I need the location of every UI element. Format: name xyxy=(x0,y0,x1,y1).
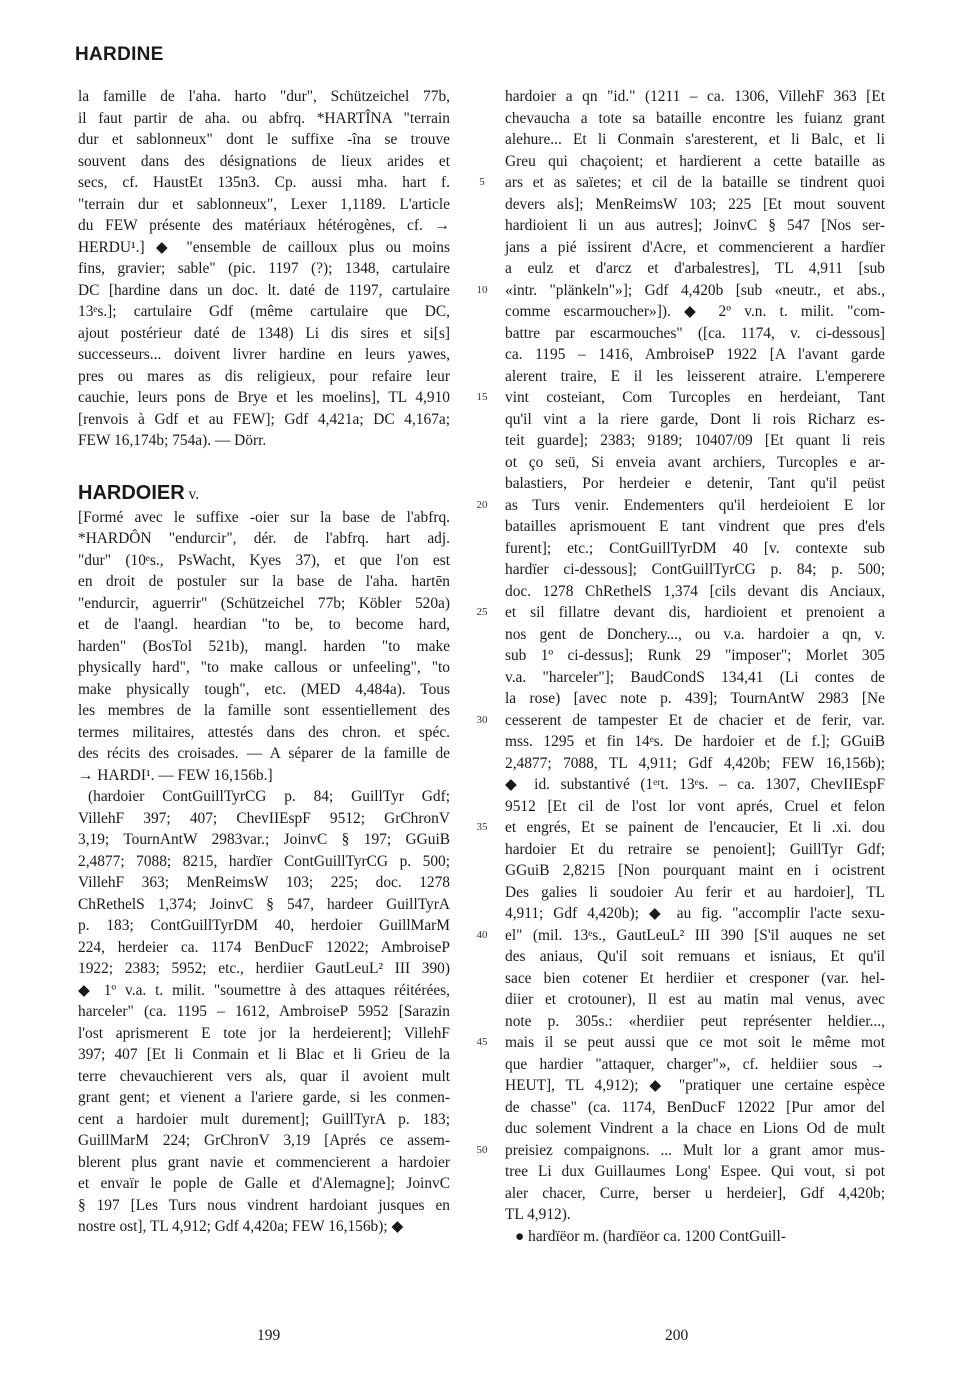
line-number: 30 xyxy=(476,713,488,726)
text-line: 9512 [Et cil de l'ost lor vont aprés, Cruel et felon xyxy=(505,797,885,815)
text-line: chevaucha a tote sa bataille encontre les fuianz grant xyxy=(505,109,885,127)
line-number: 50 xyxy=(476,1143,488,1156)
text-line: grant gent; et vienent a l'ariere garde, si les conmen- xyxy=(78,1089,450,1106)
text-line: ChRethelS 1,374; JoinvC § 547, hardeer GuillTyrA xyxy=(78,895,450,913)
text-line: VillehF 397; 407; ChevIIEspF 9512; GrChronV xyxy=(78,809,450,827)
line-number: 15 xyxy=(476,391,488,403)
text-line: diier et crotouner), Il est au matin mal venus, avec xyxy=(505,991,885,1008)
text-line: physically hard", "to make callous or unfeeling", "to xyxy=(78,659,450,676)
text-line: 397; 407 [Et li Conmain et li Blac et li Grieu de la xyxy=(78,1046,450,1063)
text-line: ● hardïëor m. (hardïëor ca. 1200 ContGuill- xyxy=(515,1227,786,1245)
text-line: et engrés, Et se painent de l'encaucier, Et li .xi. dou xyxy=(505,819,885,836)
text-line: ot ço seü, Si enveia avant archiers, Turcoples e ar- xyxy=(505,453,885,471)
text-line: note p. 305s.: «herdiier peut représenter heldier..., xyxy=(505,1012,885,1030)
text-line: HEUT], TL 4,912); ◆ "pratiquer une certaine espèce xyxy=(505,1077,885,1094)
text-line: GGuiB 2,8215 [Non pourquant maint en i ocistrent xyxy=(505,862,885,879)
text-line: des aniaus, Qu'il soit remuans et isniaus, Et qu'il xyxy=(505,948,885,965)
text-line: de chasse" (ca. 1174, BenDucF 12022 [Pur amor del xyxy=(505,1098,885,1116)
text-line: HERDU¹.] ◆ "ensemble de cailloux plus ou moins xyxy=(78,238,450,256)
text-line: successeurs... doivent livrer hardine en leurs yawes, xyxy=(78,346,450,363)
text-line: batailles aprismouent E tant vindrent que pres d'els xyxy=(505,518,885,535)
text-line: 2,4877; 7088; 8215, hardïer ContGuillTyrCG p. 500; xyxy=(78,852,450,870)
line-number: 10 xyxy=(476,283,488,296)
text-line: pres ou mares as dis religieux, pour refaire leur xyxy=(78,367,450,385)
text-line: balastiers, Por herdeier e detenir, Tant qu'il peüst xyxy=(505,475,885,492)
text-line: GuillMarM 224; GrChronV 3,19 [Aprés ce assem- xyxy=(78,1132,450,1149)
text-line: (hardoier ContGuillTyrCG p. 84; GuillTyr Gdf; xyxy=(88,788,450,805)
entry-spacer xyxy=(78,452,450,479)
page-number-left: 199 xyxy=(257,1327,281,1344)
headword: HARDOIER xyxy=(78,481,185,504)
text-line: make physically tough", etc. (MED 4,484a). Tous xyxy=(78,680,450,698)
text-line: hardoier Et du retraire se penoient]; GuillTyr Gdf; xyxy=(505,840,885,858)
text-line: ca. 1195 – 1416, AmbroiseP 1922 [A l'avant garde xyxy=(505,346,885,363)
text-line: les membres de la famille sont essentiellement des xyxy=(78,702,450,719)
text-line: [Formé avec le suffixe -oier sur la base de l'abfrq. xyxy=(78,508,450,526)
text-line: dur et sablonneux" dont le suffixe -îna se trouve xyxy=(78,131,450,148)
text-line: la famille de l'aha. harto "dur", Schützeichel 77b, xyxy=(78,88,450,105)
line-number: 5 xyxy=(479,176,485,188)
text-line: p. 183; ContGuillTyrDM 40, herdoier GuillMarM xyxy=(78,917,450,934)
text-line: cauchie, leurs pons de Brye et les moelins], TL 4,910 xyxy=(78,389,450,406)
line-number: 40 xyxy=(476,928,488,941)
text-line: hardioient li un aus autres]; JoinvC § 547 [Nos ser- xyxy=(505,217,885,234)
text-line: 224, herdeier ca. 1174 BenDucF 12022; AmbroiseP xyxy=(78,938,450,956)
text-line: «intr. "plänkeln"»]; Gdf 4,420b [sub «neutr., et abs., xyxy=(505,281,885,299)
text-line: et envaïr le pople de Galle et d'Alemagne]; JoinvC xyxy=(78,1175,450,1192)
text-line: [renvois à Gdf et au FEW]; Gdf 4,421a; DC 4,167a; xyxy=(78,410,450,428)
text-line: cesserent de tampester Et de chacier et de ferir, var. xyxy=(505,711,885,729)
text-line: 4,911; Gdf 4,420b); ◆ au fig. "accomplir l'acte sexu- xyxy=(505,905,885,922)
text-line: secs, cf. HaustEt 135n3. Cp. aussi mha. hart f. xyxy=(78,174,450,191)
text-line: en droit de postuler sur la base de l'aha. hartēn xyxy=(78,573,450,590)
text-line: qu'il vint a la riere garde, Dont li rois Richarz es- xyxy=(505,410,885,428)
text-line: DC [hardine dans un doc. lt. daté de 1197, cartulaire xyxy=(78,281,450,299)
text-line: cent a hardoier mult durement]; GuillTyrA p. 183; xyxy=(78,1110,450,1128)
text-line: sub 1º ci-dessus]; Runk 29 "imposer"; Morlet 305 xyxy=(505,647,885,664)
text-line: il faut partir de aha. ou abfrq. *HARTÎNA "terrain xyxy=(78,109,450,127)
text-line: 1922; 2383; 5952; etc., herdiier GautLeuL² III 390) xyxy=(78,960,450,977)
text-line: teit guarde]; 2383; 9189; 10407/09 [Et quant li reis xyxy=(505,432,885,449)
right-column xyxy=(505,86,885,1247)
text-line: hardoier a qn "id." (1211 – ca. 1306, VillehF 363 [Et xyxy=(505,88,885,105)
text-line: devers als]; MenReimsW 103; 225 [Et mout souvent xyxy=(505,195,885,213)
text-line: sace bien cotener Et herdiier et cresponer (var. hel- xyxy=(505,969,885,987)
line-number: 35 xyxy=(476,821,488,833)
text-line: la rose) [avec note p. 439]; TournAntW 2983 [Ne xyxy=(505,690,885,707)
text-line: doc. 1278 ChRethelS 1,374 [cils devant dis Anciaux, xyxy=(505,582,885,600)
text-line: 2,4877; 7088, TL 4,911; Gdf 4,420b; FEW 16,156b); xyxy=(505,754,885,772)
text-line: FEW 16,174b; 754a). — Dörr. xyxy=(78,432,267,449)
entry-hardine-text xyxy=(78,86,450,452)
text-line: preisiez compaignons. ... Mult lor a grant amor mus- xyxy=(505,1141,885,1159)
text-line: harceler" (ca. 1195 – 1612, AmbroiseP 5952 [Sarazin xyxy=(78,1003,450,1020)
text-line: tree Li dux Guillaumes Long' Espee. Qui vout, si pot xyxy=(505,1163,885,1180)
text-line: hardïer ci-dessous]; ContGuillTyrCG p. 84; p. 500; xyxy=(505,561,885,578)
text-line: ◆ id. substantivé (1ᵉʳt. 13ᵉs. – ca. 1307, ChevIIEspF xyxy=(505,776,885,793)
text-line: 3,19; TournAntW 2983var.; JoinvC § 197; GGuiB xyxy=(78,831,450,848)
text-line: battre par escarmouches" ([ca. 1174, v. ci-dessous] xyxy=(505,324,885,342)
text-line: VillehF 363; MenReimsW 103; 225; doc. 1278 xyxy=(78,874,450,891)
text-line: v.a. "harceler"]; BaudCondS 134,41 (Li contes de xyxy=(505,668,885,686)
text-line: ajout postérieur daté de 1348) Li dis sires et si[s] xyxy=(78,324,450,342)
line-number: 45 xyxy=(476,1036,488,1048)
text-line: Des galies li soudoier Au ferir et au hardoier], TL xyxy=(505,883,885,901)
entry-heading xyxy=(78,479,450,507)
text-line: alehure... Et li Conmain s'aresterent, et li Balc, et li xyxy=(505,131,885,148)
text-line: aler chacer, Curre, berser u herdeier], Gdf 4,420b; xyxy=(505,1184,885,1202)
text-line: mss. 1295 et fin 14ᵉs. De hardoier et de f.]; GGuiB xyxy=(505,733,885,750)
text-line: ◆ 1º v.a. t. milit. "soumettre à des attaques réitérées, xyxy=(78,981,450,999)
text-line: *HARDÔN "endurcir", dér. de l'abfrq. hart adj. xyxy=(78,530,450,547)
text-line: comme escarmoucher»]). ◆ 2º v.n. t. milit. "com- xyxy=(505,303,885,320)
text-line: as Turs venir. Endementers qu'il herdeioient E lor xyxy=(505,496,885,514)
left-column xyxy=(78,86,450,1238)
text-line: 13ᵉs.]; cartulaire Gdf (même cartulaire que DC, xyxy=(78,303,450,320)
text-line: que hardier "attaquer, charger"», cf. heldiier sous → xyxy=(505,1055,885,1073)
text-line: TL 4,912). xyxy=(505,1206,571,1223)
text-line: l'ost aprismerent E tote jor la herdeierent]; VillehF xyxy=(78,1024,450,1042)
text-line: § 197 [Les Turs nous vindrent hardoiant jusques en xyxy=(78,1196,450,1214)
entry-hardoier-text xyxy=(78,507,450,1238)
text-line: → HARDI¹. — FEW 16,156b.] xyxy=(78,766,273,784)
line-number: 25 xyxy=(476,606,488,618)
text-line: harden" (BosTol 521b), mangl. harden "to make xyxy=(78,637,450,655)
text-line: terre chevauchierent vers als, quar il avoient mult xyxy=(78,1067,450,1085)
text-line: Greu qui chaçoient; et hardierent a cette bataille as xyxy=(505,152,885,170)
text-line: duc solement Vindrent a la chace en Lions Od de mult xyxy=(505,1120,885,1137)
text-line: nostre ost], TL 4,912; Gdf 4,420a; FEW 16,156b); ◆ xyxy=(78,1218,404,1235)
text-line: alerent traire, E il les leisserent atraire. L'emperere xyxy=(505,367,885,385)
text-line: blerent plus grant navie et commencierent a hardoier xyxy=(78,1153,450,1171)
text-line: nos gent de Donchery..., ou v.a. hardoier a qn, v. xyxy=(505,625,885,643)
text-line: termes militaires, attestés dans des chron. et spéc. xyxy=(78,723,450,741)
text-line: et sil fillatre devant dis, hardioient et prenoient a xyxy=(505,604,885,621)
text-line: mais il se peut aussi que ce mot soit le même mot xyxy=(505,1034,885,1051)
text-line: des récits des croisades. — A séparer de la famille de xyxy=(78,745,450,762)
text-line: furent]; etc.; ContGuillTyrDM 40 [v. contexte sub xyxy=(505,539,885,557)
text-line: "dur" (10ᵉs., PsWacht, Kyes 37), et que l'on est xyxy=(78,551,450,569)
text-line: et de l'aangl. heardian "to be, to become hard, xyxy=(78,616,450,633)
text-line: ars et as saïetes; et cil de la bataille se tindrent quoi xyxy=(505,174,885,191)
text-line: "endurcir, aguerrir" (Schützeichel 77b; Köbler 520a) xyxy=(78,594,450,612)
text-line: souvent dans des désignations de lieux arides et xyxy=(78,152,450,170)
text-line: el" (mil. 13ᵉs., GautLeuL² III 390 [S'il auques ne set xyxy=(505,926,885,944)
line-number: 20 xyxy=(476,498,488,511)
text-line: du FEW présente des matériaux hétérogènes, cf. → xyxy=(78,217,450,234)
headword-pos: v. xyxy=(188,485,200,503)
running-head: HARDINE xyxy=(75,44,164,65)
text-line: a eulz et d'arcz et d'arbalestres], TL 4,911 [sub xyxy=(505,260,885,277)
text-line: vint costeiant, Com Turcoples en herdeiant, Tant xyxy=(505,389,885,406)
text-line: jans a pié issirent d'Acre, et commencierent a hardïer xyxy=(505,238,885,256)
text-line: "terrain dur et sablonneux", Lexer 1,1189. L'article xyxy=(78,195,450,213)
text-line: fins, gravier; sable" (pic. 1197 (?); 1348, cartulaire xyxy=(78,260,450,277)
page-number-right: 200 xyxy=(665,1327,689,1344)
